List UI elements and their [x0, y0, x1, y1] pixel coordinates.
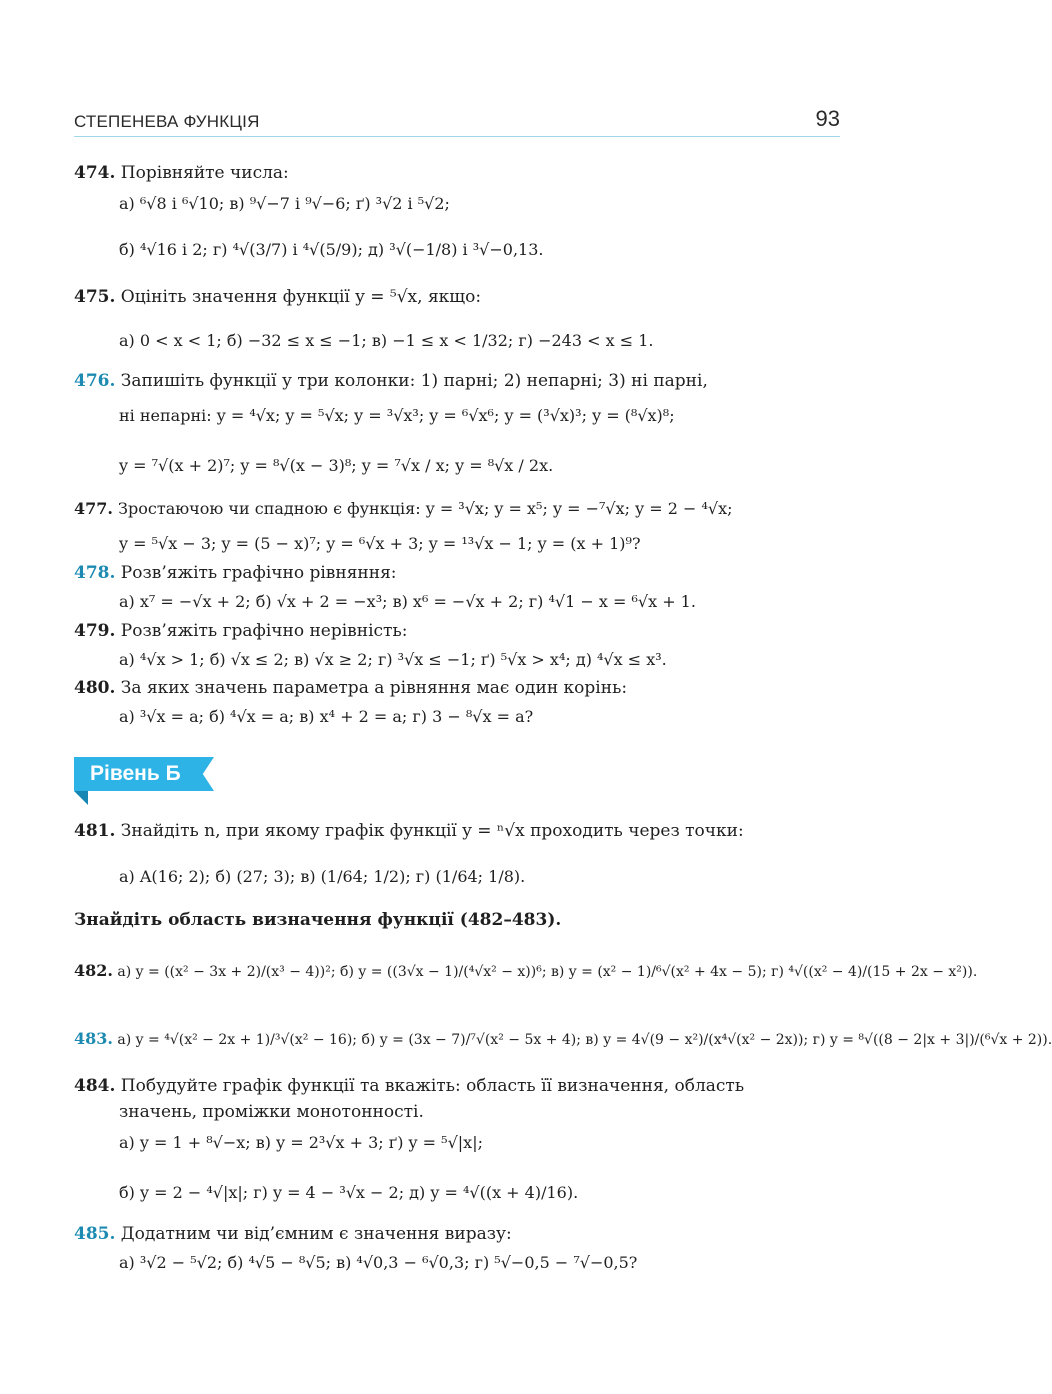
exercise-481	[74, 820, 744, 842]
exercise-484-row-2: а) y = 1 + ⁸√−x; в) y = 2³√x + 3; ґ) y = ⁵√|x|;	[119, 1133, 483, 1152]
exercise-text: Розв’яжіть графічно рівняння:	[115, 563, 397, 583]
exercise-476	[74, 370, 708, 392]
exercise-478-row-1: а) x⁷ = −√x + 2; б) √x + 2 = −x³; в) x⁶ = −√x + 2; г) ⁴√1 − x = ⁶√x + 1.	[119, 592, 696, 611]
exercise-474	[74, 162, 289, 184]
exercise-number: 480.	[74, 678, 116, 698]
exercise-number: 484.	[74, 1076, 116, 1096]
exercise-476-row-2: y = ⁷√(x + 2)⁷; y = ⁸√(x − 3)⁸; y = ⁷√x / x; y = ⁸√x / 2x.	[119, 456, 554, 475]
exercise-number: 474.	[74, 163, 116, 183]
exercise-number: 478.	[74, 563, 116, 583]
exercise-number: 479.	[74, 621, 116, 641]
exercise-text: За яких значень параметра a рівняння має один корінь:	[115, 678, 628, 698]
section-title: Рівень Б	[90, 762, 181, 785]
exercise-text: Оцініть значення функції y = ⁵√x, якщо:	[115, 287, 482, 307]
exercise-479-row-1: а) ⁴√x > 1; б) √x ≤ 2; в) √x ≥ 2; г) ³√x ≤ −1; ґ) ⁵√x > x⁴; д) ⁴√x ≤ x³.	[119, 650, 667, 669]
exercise-479	[74, 620, 407, 642]
exercise-text: а) y = ⁴√(x² − 2x + 1)/³√(x² − 16); б) y = (3x − 7)/⁷√(x² − 5x + 4); в) y = 4√(9 − x²)/(x⁴√(x² − 2x)); г) y = ⁸√((8 − 2|x + 3|)/(⁶√x + 2)).	[112, 1032, 1052, 1048]
exercise-485-row-1: а) ³√2 − ⁵√2; б) ⁴√5 − ⁸√5; в) ⁴√0,3 − ⁶√0,3; г) ⁵√−0,5 − ⁷√−0,5?	[119, 1253, 638, 1272]
exercise-474-row-2: б) ⁴√16 і 2; г) ⁴√(3/7) і ⁴√(5/9); д) ³√(−1/8) і ³√−0,13.	[119, 240, 544, 259]
exercise-480	[74, 677, 627, 699]
exercise-group-heading: Знайдіть область визначення функції (482–483).	[74, 910, 562, 930]
exercise-478	[74, 562, 397, 584]
exercise-484-row-1: значень, проміжки монотонності.	[119, 1102, 424, 1122]
exercise-484	[74, 1075, 744, 1097]
exercise-475	[74, 286, 481, 308]
exercise-482	[74, 960, 977, 983]
exercise-number: 475.	[74, 287, 116, 307]
page-number: 93	[815, 106, 840, 131]
exercise-475-row-1: а) 0 < x < 1; б) −32 ≤ x ≤ −1; в) −1 ≤ x < 1/32; г) −243 < x ≤ 1.	[119, 331, 654, 350]
exercise-number: 476.	[74, 371, 116, 391]
exercise-485	[74, 1223, 512, 1245]
exercise-number: 482.	[74, 961, 113, 980]
exercise-483	[74, 1028, 1052, 1051]
exercise-text: Додатним чи від’ємним є значення виразу:	[115, 1224, 512, 1244]
exercise-480-row-1: а) ³√x = a; б) ⁴√x = a; в) x⁴ + 2 = a; г) 3 − ⁸√x = a?	[119, 707, 534, 726]
section-banner-fold	[74, 791, 88, 805]
exercise-474-row-1: а) ⁶√8 і ⁶√10; в) ⁹√−7 і ⁹√−6; ґ) ³√2 і ⁵√2;	[119, 194, 450, 213]
exercise-477-row-1: y = ⁵√x − 3; y = (5 − x)⁷; y = ⁶√x + 3; y = ¹³√x − 1; y = (x + 1)⁹?	[119, 534, 641, 553]
exercise-text: Знайдіть n, при якому графік функції y = ⁿ√x проходить через точки:	[115, 821, 744, 841]
chapter-title: СТЕПЕНЕВА ФУНКЦІЯ	[74, 112, 260, 131]
exercise-476-row-1: ні непарні: y = ⁴√x; y = ⁵√x; y = ³√x³; y = ⁶√x⁶; y = (³√x)³; y = (⁸√x)⁸;	[119, 406, 675, 425]
exercise-text: Розв’яжіть графічно нерівність:	[115, 621, 408, 641]
exercise-number: 485.	[74, 1224, 116, 1244]
exercise-text: Побудуйте графік функції та вкажіть: область її визначення, область	[115, 1076, 745, 1096]
exercise-481-row-1: а) A(16; 2); б) (27; 3); в) (1/64; 1/2); г) (1/64; 1/8).	[119, 867, 526, 886]
exercise-text: Зростаючою чи спадною є функція: y = ³√x; y = x⁵; y = −⁷√x; y = 2 − ⁴√x;	[112, 499, 733, 518]
exercise-text: а) y = ((x² − 3x + 2)/(x³ − 4))²; б) y = ((3√x − 1)/(⁴√x² − x))⁶; в) y = (x² − 1)/⁶√(x² + 4x − 5); г) ⁴√((x² − 4)/(15 + 2x − x²)).	[112, 964, 978, 980]
page-header	[74, 104, 840, 137]
exercise-477	[74, 498, 732, 520]
exercise-number: 483.	[74, 1029, 113, 1048]
exercise-text: Запишіть функції у три колонки: 1) парні; 2) непарні; 3) ні парні,	[115, 371, 708, 391]
exercise-484-row-3: б) y = 2 − ⁴√|x|; г) y = 4 − ³√x − 2; д) y = ⁴√((x + 4)/16).	[119, 1183, 579, 1202]
exercise-number: 477.	[74, 499, 113, 518]
exercise-number: 481.	[74, 821, 116, 841]
exercise-text: Порівняйте числа:	[115, 163, 289, 183]
